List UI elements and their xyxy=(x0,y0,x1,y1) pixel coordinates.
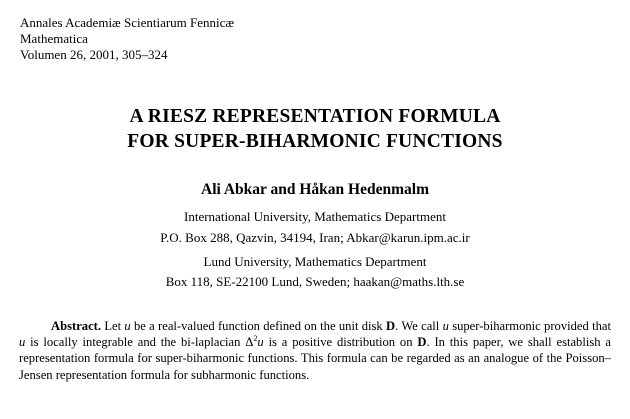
authors: Ali Abkar and Håkan Hedenmalm xyxy=(201,181,429,198)
math-u: u xyxy=(124,319,131,333)
title-line-1: A RIESZ REPRESENTATION FORMULA xyxy=(129,106,501,127)
abstract-text: . In this paper, we shall establish a representation formula for super-biharmonic functions. This formula can be regarded as an analogue of the Poisson–Jensen representation formula for subharmonic functions. xyxy=(19,335,611,382)
journal-series: Mathematica xyxy=(20,31,88,46)
paper-title xyxy=(0,104,630,154)
abstract xyxy=(19,318,611,383)
title-line-2: FOR SUPER-BIHARMONIC FUNCTIONS xyxy=(127,131,503,152)
math-exponent: 2 xyxy=(253,334,258,344)
journal-header xyxy=(20,15,234,63)
math-delta: Δ xyxy=(245,335,254,350)
abstract-label: Abstract. xyxy=(51,319,102,333)
math-u: u xyxy=(257,335,264,350)
math-u: u xyxy=(442,319,449,333)
abstract-text: Let xyxy=(104,319,122,333)
affiliation-1-line-2: P.O. Box 288, Qazvin, 34194, Iran; Abkar@karun.ipm.ac.ir xyxy=(160,230,470,245)
abstract-text: is a positive distribution on xyxy=(268,335,413,350)
abstract-text: . We call xyxy=(395,319,440,333)
abstract-text: is locally integrable and the bi-laplacian xyxy=(30,335,241,350)
abstract-text: super-biharmonic provided that xyxy=(452,319,611,333)
math-u: u xyxy=(19,335,26,350)
math-disk: D xyxy=(386,319,396,333)
math-disk: D xyxy=(417,335,427,350)
affiliation-2-line-1: Lund University, Mathematics Department xyxy=(203,254,427,269)
abstract-text: be a real-valued function defined on the unit disk xyxy=(134,319,383,333)
affiliation-1-line-1: International University, Mathematics Department xyxy=(184,209,446,224)
journal-name: Annales Academiæ Scientiarum Fennicæ xyxy=(20,15,235,30)
journal-volume: Volumen 26, 2001, 305–324 xyxy=(20,47,168,62)
affiliation-2-line-2: Box 118, SE-22100 Lund, Sweden; haakan@maths.lth.se xyxy=(165,274,465,289)
